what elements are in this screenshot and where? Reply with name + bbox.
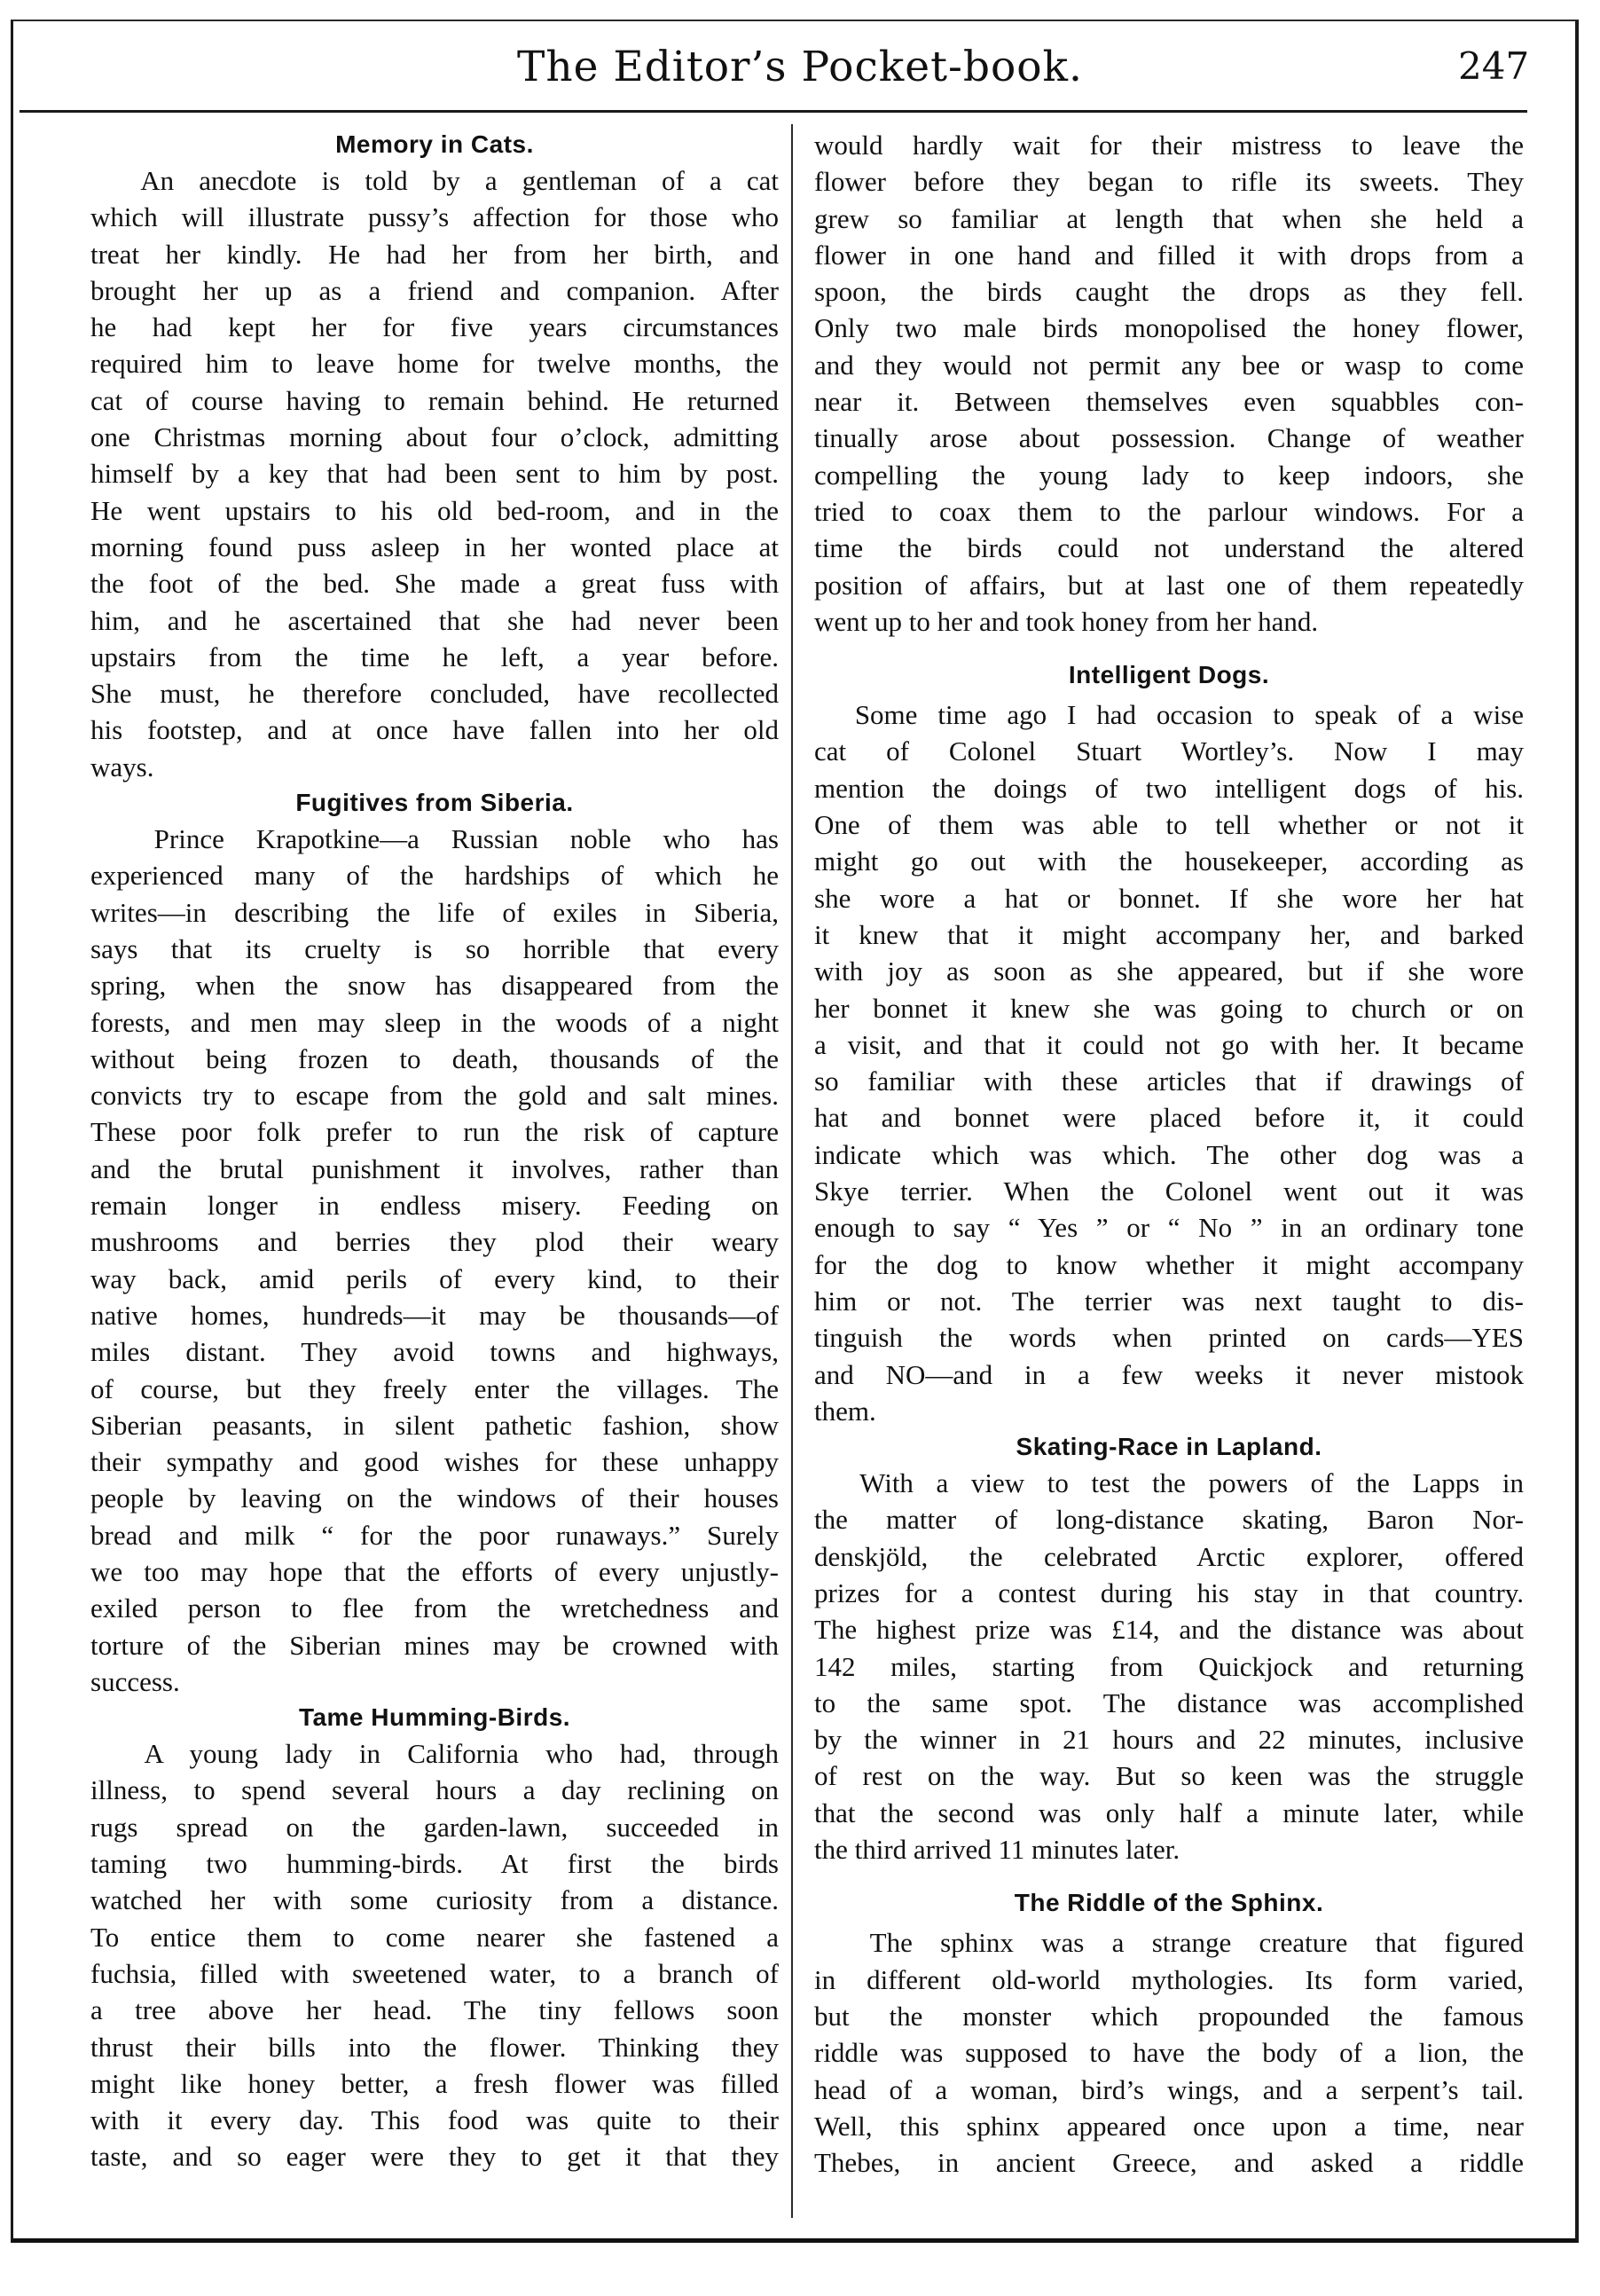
text-line: rugs spread on the garden-lawn, succeeded in <box>90 1811 779 1843</box>
text-line: in different old-world mythologies. Its form varied, <box>814 1963 1524 1995</box>
text-line: forests, and men may sleep in the woods of a night <box>90 1006 779 1038</box>
text-line: flower in one hand and filled it with drops from a <box>814 239 1524 271</box>
text-line: hat and bonnet were placed before it, it could <box>814 1102 1524 1134</box>
text-line: cat of Colonel Stuart Wortley’s. Now I may <box>814 735 1524 767</box>
text-line: riddle was supposed to have the body of a lion, the <box>814 2037 1524 2069</box>
text-line: went up to her and took honey from her hand. <box>814 605 1319 637</box>
article-skating-race-in-lapland <box>814 1429 1524 1867</box>
text-line: time the birds could not understand the altered <box>814 532 1524 564</box>
text-line: with joy as soon as she appeared, but if she wore <box>814 955 1524 987</box>
text-line: The sphinx was a strange creature that figured <box>814 1927 1524 1959</box>
text-line: of rest on the way. But so keen was the struggle <box>814 1760 1524 1792</box>
text-line: required him to leave home for twelve months, the <box>90 348 779 380</box>
text-line: for the dog to know whether it might accompany <box>814 1248 1524 1280</box>
text-line: Siberian peasants, in silent pathetic fashion, show <box>90 1409 779 1441</box>
section-title: Memory in Cats. <box>335 130 534 158</box>
article-body <box>90 1735 779 2175</box>
article-intelligent-dogs <box>814 657 1524 1429</box>
text-line: fuchsia, filled with sweetened water, to a branch of <box>90 1957 779 1989</box>
text-line: might like honey better, a fresh flower was filled <box>90 2067 779 2099</box>
section-title: Tame Humming-Birds. <box>298 1703 571 1732</box>
text-line: success. <box>90 1665 180 1697</box>
page-number: 247 <box>1458 44 1530 88</box>
text-line: him, and he ascertained that she had never been <box>90 604 779 636</box>
text-line: convicts try to escape from the gold and salt mines. <box>90 1080 779 1112</box>
text-line: with it every day. This food was quite to their <box>90 2104 779 2136</box>
article-body <box>90 162 779 785</box>
text-line: the third arrived 11 minutes later. <box>814 1834 1180 1866</box>
text-line: way back, amid perils of every kind, to their <box>90 1262 779 1294</box>
text-line: Well, this sphinx appeared once upon a time, near <box>814 2110 1524 2142</box>
text-line: remain longer in endless misery. Feeding on <box>90 1190 779 1222</box>
text-line: native homes, hundreds—it may be thousands—of <box>90 1299 779 1331</box>
text-line: which will illustrate pussy’s affection for those who <box>90 201 779 233</box>
text-line: enough to say “ Yes ” or “ No ” in an ordinary tone <box>814 1212 1524 1244</box>
text-line: position of affairs, but at last one of them repeatedly <box>814 569 1524 601</box>
text-line: indicate which was which. The other dog was a <box>814 1138 1524 1170</box>
text-line: says that its cruelty is so horrible that every <box>90 932 779 964</box>
text-line: tried to coax them to the parlour windows. For a <box>814 495 1524 527</box>
text-line: grew so familiar at length that when she held a <box>814 202 1524 234</box>
text-line: his footstep, and at once have fallen into her old <box>90 714 779 746</box>
left-column <box>90 127 779 2175</box>
text-line: she wore a hat or bonnet. If she wore her hat <box>814 882 1524 914</box>
section-title: Intelligent Dogs. <box>1068 661 1270 689</box>
text-line: one Christmas morning about four o’clock, admitting <box>90 421 779 453</box>
text-line: head of a woman, bird’s wings, and a serpent’s tail. <box>814 2073 1524 2105</box>
text-line: She must, he therefore concluded, have recollected <box>90 678 779 710</box>
text-line: upstairs from the time he left, a year before. <box>90 641 779 672</box>
text-line: flower before they began to rifle its sweets. They <box>814 166 1524 198</box>
text-line: The highest prize was £14, and the distance was about <box>814 1614 1524 1646</box>
text-line: spoon, the birds caught the drops as they fell. <box>814 276 1524 308</box>
text-line: a visit, and that it could not go with her. It became <box>814 1028 1524 1060</box>
text-line: He went upstairs to his old bed-room, and in the <box>90 494 779 526</box>
article-body <box>814 696 1524 1429</box>
text-line: One of them was able to tell whether or not it <box>814 809 1524 841</box>
text-line: Skye terrier. When the Colonel went out it was <box>814 1176 1524 1207</box>
text-line: taming two humming-birds. At first the birds <box>90 1848 779 1880</box>
text-line: cat of course having to remain behind. He returned <box>90 384 779 416</box>
running-title: The Editor’s Pocket-book. <box>517 43 1083 91</box>
text-line: thrust their bills into the flower. Thinking they <box>90 2031 779 2063</box>
section-title: Fugitives from Siberia. <box>295 789 574 817</box>
text-line: 142 miles, starting from Quickjock and returning <box>814 1650 1524 1682</box>
text-line: so familiar with these articles that if drawings of <box>814 1065 1524 1097</box>
text-line: and they would not permit any bee or wasp to come <box>814 349 1524 381</box>
text-line: bread and milk “ for the poor runaways.” Surely <box>90 1519 779 1551</box>
article-body <box>814 1924 1524 2181</box>
text-line: might go out with the housekeeper, according as <box>814 845 1524 877</box>
text-line: we too may hope that the efforts of every unjustly- <box>90 1555 779 1587</box>
article-fugitives-from-siberia <box>90 785 779 1700</box>
text-line: and the brutal punishment it involves, rather than <box>90 1152 779 1184</box>
text-line: them. <box>814 1395 876 1427</box>
text-line: Thebes, in ancient Greece, and asked a riddle <box>814 2147 1524 2179</box>
text-line: writes—in describing the life of exiles in Siberia, <box>90 896 779 928</box>
text-line: denskjöld, the celebrated Arctic explorer, offered <box>814 1540 1524 1572</box>
text-line: spring, when the snow has disappeared from the <box>90 970 779 1002</box>
right-column <box>814 127 1524 2181</box>
text-line: mushrooms and berries they plod their weary <box>90 1226 779 1258</box>
section-title: The Riddle of the Sphinx. <box>1014 1889 1324 1917</box>
text-line: and NO—and in a few weeks it never mistook <box>814 1358 1524 1390</box>
text-line: mention the doings of two intelligent dogs of his. <box>814 772 1524 804</box>
text-line: of course, but they freely enter the villages. The <box>90 1372 779 1404</box>
column-divider <box>791 124 793 2218</box>
article-memory-in-cats <box>90 127 779 785</box>
text-line: These poor folk prefer to run the risk of capture <box>90 1116 779 1148</box>
text-line: Prince Krapotkine—a Russian noble who has <box>90 823 779 855</box>
text-line: near it. Between themselves even squabbles con- <box>814 386 1524 418</box>
text-line: illness, to spend several hours a day reclining on <box>90 1774 779 1806</box>
text-line: the matter of long-distance skating, Baron Nor- <box>814 1504 1524 1536</box>
text-line: ways. <box>90 751 154 782</box>
text-line: people by leaving on the windows of their houses <box>90 1482 779 1514</box>
text-line: him or not. The terrier was next taught to dis- <box>814 1285 1524 1317</box>
text-line: Only two male birds monopolised the honey flower, <box>814 312 1524 344</box>
article-continuation-humming-birds <box>814 127 1524 640</box>
text-line: himself by a key that had been sent to him by post. <box>90 458 779 490</box>
text-line: he had kept her for five years circumstances <box>90 311 779 343</box>
text-line: taste, and so eager were they to get it that they <box>90 2141 779 2173</box>
running-header <box>0 43 1600 105</box>
text-line: compelling the young lady to keep indoors, she <box>814 459 1524 491</box>
article-tame-humming-birds <box>90 1700 779 2175</box>
article-body <box>90 821 779 1700</box>
text-line: exiled person to flee from the wretchedness and <box>90 1592 779 1624</box>
header-rule <box>20 110 1527 113</box>
text-line: without being frozen to death, thousands of the <box>90 1042 779 1074</box>
text-line: With a view to test the powers of the Lapps in <box>814 1467 1524 1499</box>
text-line: miles distant. They avoid towns and highways, <box>90 1336 779 1368</box>
text-line: An anecdote is told by a gentleman of a cat <box>90 165 779 196</box>
text-line: torture of the Siberian mines may be crowned with <box>90 1629 779 1661</box>
text-line: Some time ago I had occasion to speak of a wise <box>814 699 1524 731</box>
text-line: would hardly wait for their mistress to leave the <box>814 130 1524 161</box>
text-line: A young lady in California who had, through <box>90 1738 779 1770</box>
article-riddle-of-the-sphinx <box>814 1885 1524 2181</box>
section-title: Skating-Race in Lapland. <box>1016 1433 1322 1461</box>
text-line: brought her up as a friend and companion. After <box>90 274 779 306</box>
text-line: prizes for a contest during his stay in that country. <box>814 1577 1524 1608</box>
text-line: tinguish the words when printed on cards—YES <box>814 1322 1524 1354</box>
text-line: treat her kindly. He had her from her birth, and <box>90 238 779 270</box>
text-line: experienced many of the hardships of which he <box>90 860 779 892</box>
text-line: her bonnet it knew she was going to church or on <box>814 992 1524 1024</box>
text-line: that the second was only half a minute later, while <box>814 1797 1524 1828</box>
text-line: the foot of the bed. She made a great fuss with <box>90 568 779 600</box>
text-line: watched her with some curiosity from a distance. <box>90 1884 779 1916</box>
text-line: their sympathy and good wishes for these unhappy <box>90 1446 779 1478</box>
text-line: To entice them to come nearer she fastened a <box>90 1921 779 1953</box>
article-body <box>814 1465 1524 1867</box>
text-line: a tree above her head. The tiny fellows soon <box>90 1994 779 2026</box>
text-line: to the same spot. The distance was accomplished <box>814 1687 1524 1718</box>
text-line: but the monster which propounded the famous <box>814 2000 1524 2032</box>
text-line: tinually arose about possession. Change of weather <box>814 422 1524 454</box>
text-line: morning found puss asleep in her wonted place at <box>90 531 779 562</box>
text-line: it knew that it might accompany her, and barked <box>814 918 1524 950</box>
text-line: by the winner in 21 hours and 22 minutes, inclusive <box>814 1724 1524 1756</box>
